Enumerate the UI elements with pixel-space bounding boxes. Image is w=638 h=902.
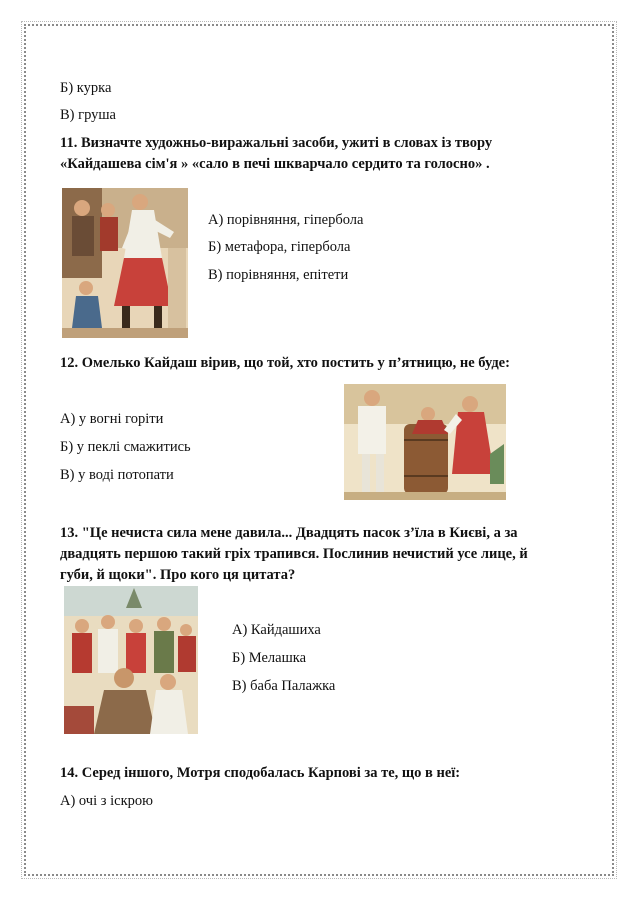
question-13-option-b: Б) Мелашка <box>232 650 307 666</box>
illustration-crowd-scene <box>64 586 198 734</box>
question-13-option-a: А) Кайдашиха <box>232 622 321 638</box>
question-13-option-c: В) баба Палажка <box>232 678 336 694</box>
question-12-line-1: 12. Омелько Кайдаш вірив, що той, хто постить у п’ятницю, не буде: <box>60 355 510 371</box>
question-11-option-b: Б) метафора, гіпербола <box>208 239 351 255</box>
illustration-barrel-scene <box>344 384 506 500</box>
question-12-option-c: В) у воді потопати <box>60 467 174 483</box>
question-14-option-a: А) очі з іскрою <box>60 793 153 809</box>
illustration-dance-scene <box>62 188 188 338</box>
question-13-line-3: губи, й щоки". Про кого ця цитата? <box>60 567 296 583</box>
question-11-line-2: «Кайдашева сім'я » «сало в печі шкварчало сердито та голосно» . <box>60 156 490 172</box>
question-11-option-c: В) порівняння, епітети <box>208 267 349 283</box>
question-12-option-a: А) у вогні горіти <box>60 411 164 427</box>
option-b-chicken: Б) курка <box>60 80 112 96</box>
question-11-line-1: 11. Визначте художньо-виражальні засоби, ужиті в словах із твору <box>60 135 493 151</box>
question-13-line-2: двадцять першою такий гріх трапився. Послинив нечистий усе лице, й <box>60 546 528 562</box>
question-11-option-a: А) порівняння, гіпербола <box>208 212 364 228</box>
question-12-option-b: Б) у пеклі смажитись <box>60 439 191 455</box>
question-13-line-1: 13. "Це нечиста сила мене давила... Двадцять пасок з’їла в Києві, а за <box>60 525 518 541</box>
question-14-line-1: 14. Серед іншого, Мотря сподобалась Карпові за те, що в неї: <box>60 765 461 781</box>
option-c-pear: В) груша <box>60 107 116 123</box>
